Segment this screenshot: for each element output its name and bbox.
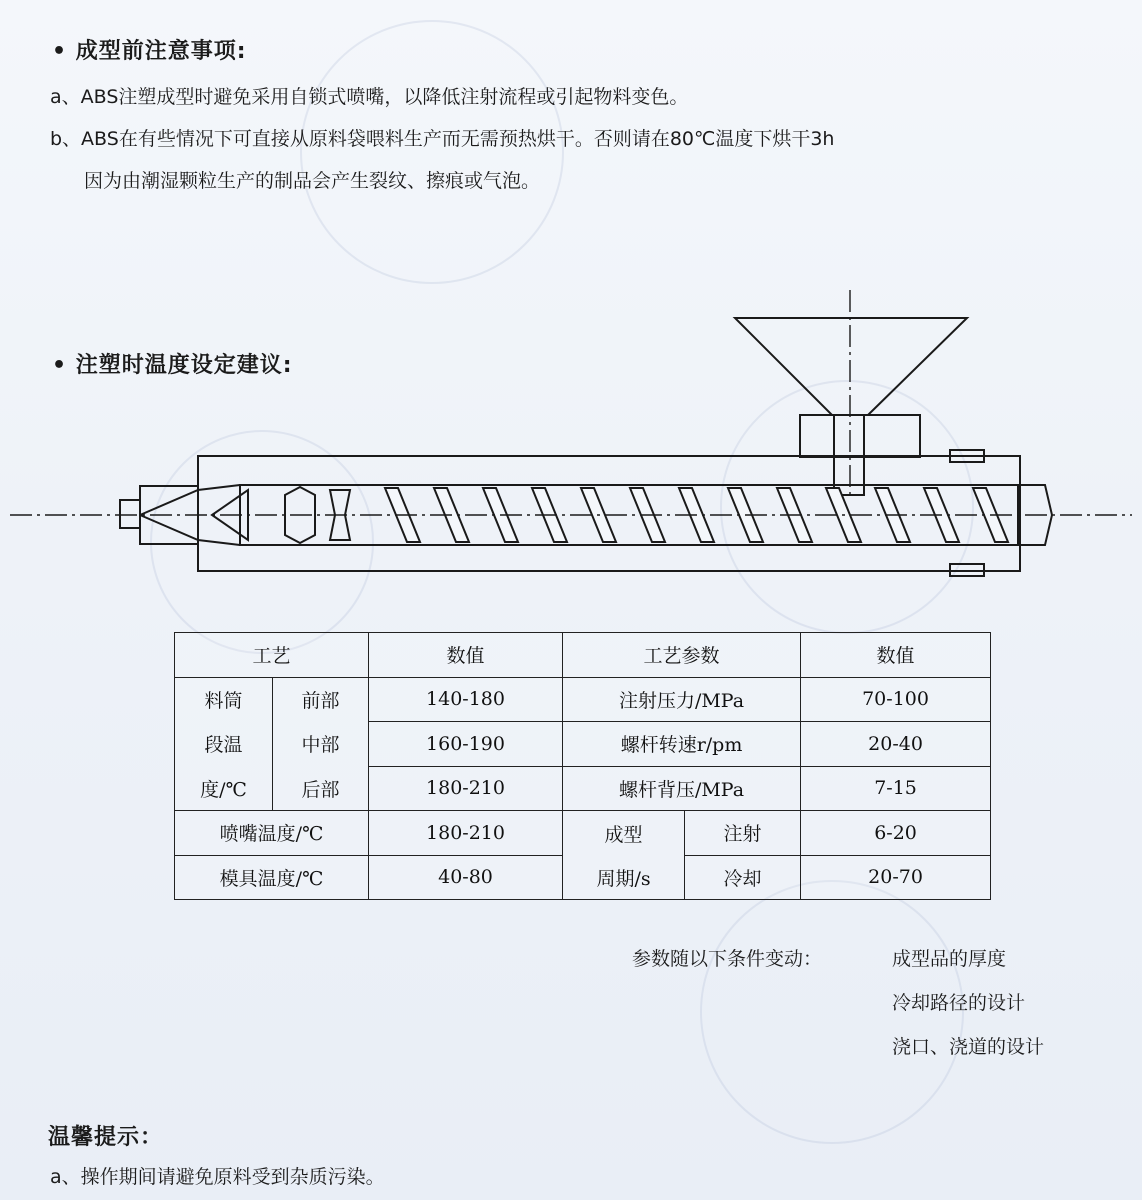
table-row (175, 811, 991, 856)
tips-heading: 温馨提示： (48, 1125, 164, 1150)
variation-item: 成型品的厚度 (892, 948, 1007, 970)
precaution-b-continued: 因为由潮湿颗粒生产的制品会产生裂纹、擦痕或气泡。 (84, 170, 541, 192)
nozzle-temp-value: 180-210 (369, 811, 563, 856)
table-header-row (175, 633, 991, 678)
header-value: 数值 (369, 633, 563, 678)
mold-temp-label: 模具温度/℃ (175, 855, 369, 900)
temp-middle: 160-190 (369, 722, 563, 767)
header-param: 工艺参数 (563, 633, 801, 678)
zone-middle: 中部 (273, 722, 369, 767)
precaution-b: b、ABS在有些情况下可直接从原料袋喂料生产而无需预热烘干。否则请在80℃温度下烘干3h (50, 128, 835, 150)
section-heading-temperature: • 注塑时温度设定建议: (52, 353, 293, 378)
section-heading-precautions: • 成型前注意事项: (52, 39, 247, 64)
header-value-2: 数值 (801, 633, 991, 678)
mold-temp-value: 40-80 (369, 855, 563, 900)
nozzle-tip (120, 500, 140, 528)
temp-front: 140-180 (369, 677, 563, 722)
tip-a: a、操作期间请避免原料受到杂质污染。 (50, 1166, 385, 1188)
process-parameters-table (174, 632, 991, 900)
barrel-label-2: 段温 (175, 722, 273, 767)
hopper-funnel (735, 318, 967, 415)
injection-barrel-diagram (0, 280, 1142, 600)
value-injection-pressure: 70-100 (801, 677, 991, 722)
cool-value: 20-70 (801, 855, 991, 900)
nozzle-temp-label: 喷嘴温度/℃ (175, 811, 369, 856)
param-injection-pressure: 注射压力/MPa (563, 677, 801, 722)
barrel-label-3: 度/℃ (175, 766, 273, 811)
hopper-throat (800, 415, 920, 457)
watermark-seal (300, 20, 564, 284)
table-row (175, 766, 991, 811)
inject-label: 注射 (685, 811, 801, 856)
variation-intro: 参数随以下条件变动： (632, 948, 823, 970)
param-screw-speed: 螺杆转速r/pm (563, 722, 801, 767)
zone-front: 前部 (273, 677, 369, 722)
zone-rear: 后部 (273, 766, 369, 811)
cycle-label-2: 周期/s (563, 855, 685, 900)
table-row (175, 722, 991, 767)
inject-value: 6-20 (801, 811, 991, 856)
precaution-a: a、ABS注塑成型时避免采用自锁式喷嘴，以降低注射流程或引起物料变色。 (50, 86, 689, 108)
value-back-pressure: 7-15 (801, 766, 991, 811)
variation-item: 浇口、浇道的设计 (892, 1036, 1045, 1058)
header-process: 工艺 (175, 633, 369, 678)
table-row (175, 677, 991, 722)
table-row (175, 855, 991, 900)
barrel-label-1: 料筒 (175, 677, 273, 722)
variation-item: 冷却路径的设计 (892, 992, 1026, 1014)
temp-rear: 180-210 (369, 766, 563, 811)
value-screw-speed: 20-40 (801, 722, 991, 767)
cool-label: 冷却 (685, 855, 801, 900)
param-back-pressure: 螺杆背压/MPa (563, 766, 801, 811)
cycle-label-1: 成型 (563, 811, 685, 856)
